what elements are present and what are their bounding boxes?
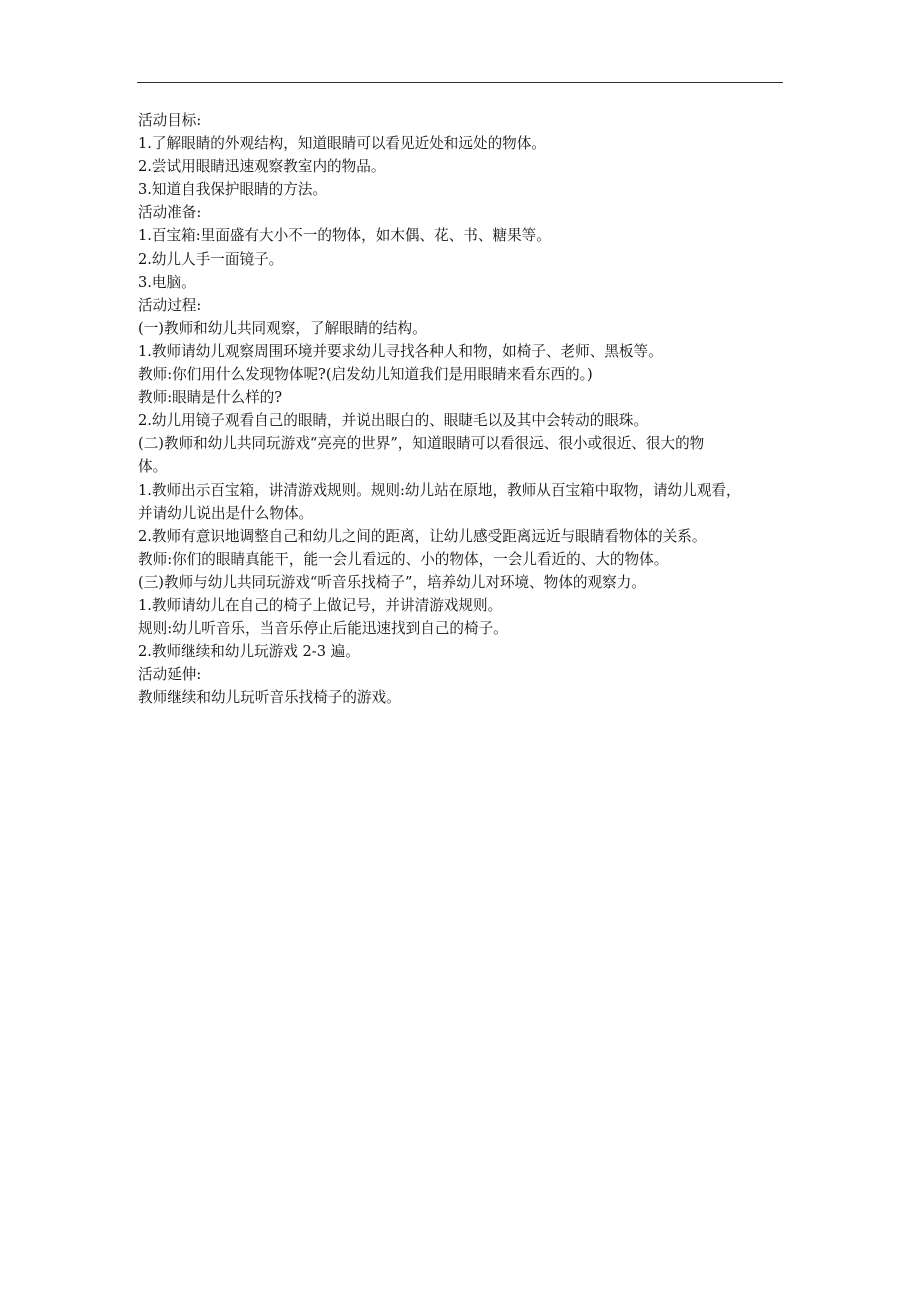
text-line: 教师继续和幼儿玩听音乐找椅子的游戏。: [138, 689, 401, 707]
text-line: 1.教师请幼儿在自己的椅子上做记号，并讲清游戏规则。: [138, 596, 503, 614]
text-line: 1.百宝箱:里面盛有大小不一的物体，如木偶、花、书、糖果等。: [138, 227, 551, 245]
text-line: 并请幼儿说出是什么物体。: [138, 504, 314, 522]
text-line: (一)教师和幼儿共同观察，了解眼睛的结构。: [138, 319, 427, 337]
text-line: 3.知道自我保护眼睛的方法。: [138, 181, 328, 199]
text-line: 2.教师有意识地调整自己和幼儿之间的距离，让幼儿感受距离远近与眼睛看物体的关系。: [138, 527, 707, 545]
text-line: (二)教师和幼儿共同玩游戏“亮亮的世界”，知道眼睛可以看很远、很小或很近、很大的物: [138, 435, 705, 453]
text-line: 3.电脑。: [138, 273, 196, 291]
text-line: 1.教师出示百宝箱，讲清游戏规则。规则:幼儿站在原地，教师从百宝箱中取物，请幼儿观看，: [138, 481, 741, 499]
section-heading-extension: 活动延伸:: [138, 666, 202, 684]
text-line: 2.幼儿人手一面镜子。: [138, 250, 284, 268]
text-line: (三)教师与幼儿共同玩游戏“听音乐找椅子”，培养幼儿对环境、物体的观察力。: [138, 573, 646, 591]
text-line: 规则:幼儿听音乐，当音乐停止后能迅速找到自己的椅子。: [138, 620, 508, 638]
text-line: 教师:你们用什么发现物体呢?(启发幼儿知道我们是用眼睛来看东西的。): [138, 366, 593, 384]
header-rule: [137, 82, 783, 83]
text-line: 教师:你们的眼睛真能干，能一会儿看远的、小的物体，一会儿看近的、大的物体。: [138, 550, 669, 568]
text-line: 2.幼儿用镜子观看自己的眼睛，并说出眼白的、眼睫毛以及其中会转动的眼珠。: [138, 412, 649, 430]
section-heading-goals: 活动目标:: [138, 112, 202, 129]
section-heading-preparation: 活动准备:: [138, 204, 202, 222]
text-line: 1.教师请幼儿观察周围环境并要求幼儿寻找各种人和物，如椅子、老师、黑板等。: [138, 342, 663, 360]
text-line: 体。: [138, 458, 168, 476]
text-line: 教师:眼睛是什么样的?: [138, 389, 283, 407]
text-line: 2.尝试用眼睛迅速观察教室内的物品。: [138, 158, 386, 176]
section-heading-process: 活动过程:: [138, 296, 202, 314]
document-body: [138, 109, 788, 709]
text-line: 1.了解眼睛的外观结构，知道眼睛可以看见近处和远处的物体。: [138, 135, 546, 153]
text-line: 2.教师继续和幼儿玩游戏 2-3 遍。: [138, 643, 360, 661]
